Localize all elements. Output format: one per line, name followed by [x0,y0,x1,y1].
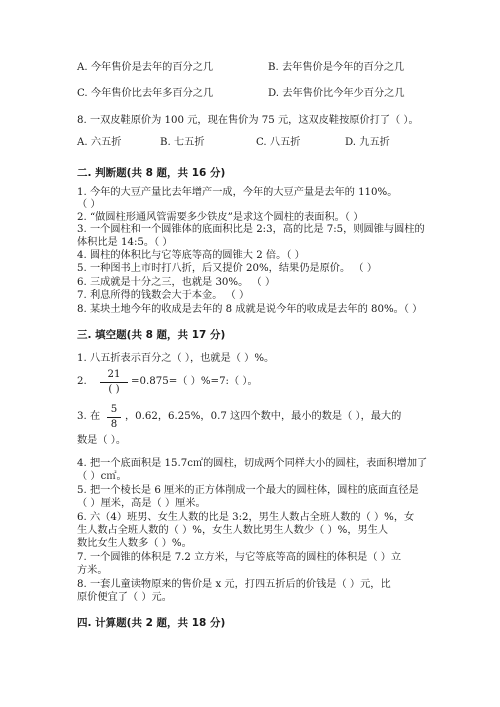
q8-choice-d: D. 九五折 [345,137,390,148]
choice-b: B. 去年售价是今年的百分之几 [268,62,405,73]
judgement-item: 2. “做圆柱形通风管需要多少铁皮”是求这个圆柱的表面积。（ ） [77,212,364,223]
fill-item: 方米。 [77,565,108,576]
fill-item-3-line2: 数是（ ）。 [77,435,127,446]
fraction-numerator: 21 [100,369,128,383]
judgement-item: 8. 某块土地今年的收成是去年的 8 成就是说今年的收成是去年的 80%。（ ） [77,304,423,315]
judgement-item: 5. 一种图书上市时打八折，后又提价 20%，结果仍是原价。 （ ） [77,263,378,274]
fill-item: 4. 把一个底面积是 15.7c㎡的圆柱，切成两个同样大小的圆柱，表面积增加了 [77,458,428,469]
q8-choice-b: B. 七五折 [160,137,205,148]
section-heading-calculation: 四. 计算题(共 2 题，共 18 分) [77,617,226,629]
q8-choice-a: A. 六五折 [77,137,122,148]
fill-item: 生人数占全班人数的（ ）%，女生人数比男生人数少（ ）%，男生人 [77,525,389,536]
fill-item: 6. 六（4）班男、女生人数的比是 3:2，男生人数占全班人数的（ ）%，女 [77,512,415,523]
fill-item: （ ）c㎡。 [77,471,127,482]
judgement-item: 体积比是 14:5。（ ） [77,237,173,248]
section-heading-fill-blank: 三. 填空题(共 8 题，共 17 分) [77,329,226,341]
judgement-item: 1. 今年的大豆产量比去年增产一成，今年的大豆产量是去年的 110%。 [77,187,398,198]
fill-item: 5. 把一个棱长是 6 厘米的正方体削成一个最大的圆柱体，圆柱的底面直径是 [77,485,419,496]
fill-item: 原价便宜了（ ）元。 [77,592,172,603]
fill-item-2-prefix: 2. [77,376,87,387]
fill-item: 7. 一个圆锥的体积是 7.2 立方米，与它等底等高的圆柱的体积是（ ）立 [77,552,402,563]
section-heading-judgement: 二. 判断题(共 8 题，共 16 分) [77,167,226,179]
judgement-item: （ ） [77,199,101,210]
fill-item: 数比女生人数多（ ）%。 [77,538,192,549]
judgement-item: 3. 一个圆柱和一个圆锥体的底面积比是 2:3，高的比是 7:5，则圆锥与圆柱的 [77,224,425,235]
fill-item-1: 1. 八五折表示百分之（ ），也就是（ ）%。 [77,353,275,364]
fill-item-3-rest: ，0.62，6.25%，0.7 这四个数中，最小的数是（ ），最大的 [125,411,402,422]
fill-item-2-rest: =0.875=（ ）%=7:（ ）。 [131,376,258,387]
fraction-numerator: 5 [107,404,121,418]
question-8: 8. 一双皮鞋原价为 100 元，现在售价为 75 元，这双皮鞋按原价打了（ ）。 [77,115,419,126]
choice-c: C. 今年售价比去年多百分之几 [77,88,214,99]
choice-d: D. 去年售价比今年少百分之几 [268,88,405,99]
q8-choice-c: C. 八五折 [256,137,301,148]
fraction [107,404,121,431]
fraction-denominator: 8 [110,419,118,430]
judgement-item: 4. 圆柱的体积比与它等底等高的圆锥大 2 倍。（ ） [77,250,305,261]
judgement-item: 6. 三成就是十分之三，也就是 30%。 （ ） [77,277,276,288]
choice-a: A. 今年售价是去年的百分之几 [77,62,214,73]
fill-item: （ ）厘米，高是（ ）厘米。 [77,498,206,509]
fraction-denominator: ( ) [108,384,120,395]
fill-item: 8. 一套儿童读物原来的售价是 x 元，打四五折后的价钱是（ ）元，比 [77,579,391,590]
judgement-item: 7. 利息所得的钱数会大于本金。 （ ） [77,290,250,301]
fill-item-3-prefix: 3. 在 [77,411,101,422]
fraction [100,369,128,396]
